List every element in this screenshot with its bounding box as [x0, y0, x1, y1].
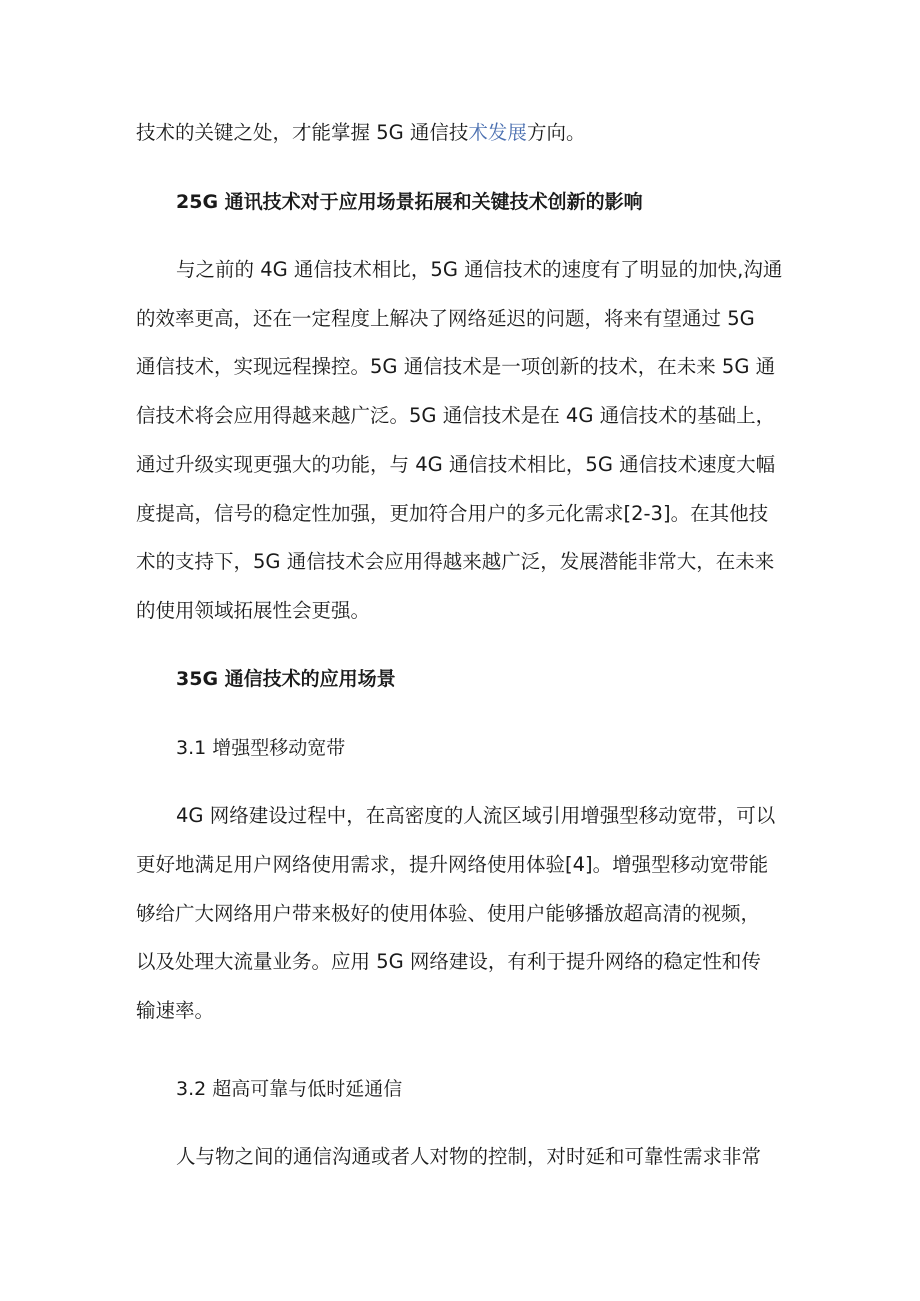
- section-3-heading: 35G 通信技术的应用场景: [176, 668, 396, 690]
- section-2-line-7: 术的支持下，5G 通信技术会应用得越来越广泛，发展潜能非常大，在未来: [136, 550, 775, 573]
- section-2-line-2: 的效率更高，还在一定程度上解决了网络延迟的问题，将来有望通过 5G: [136, 307, 755, 330]
- intro-paragraph-line: [136, 121, 585, 145]
- section-2-line-3: 通信技术，实现远程操控。5G 通信技术是一项创新的技术，在未来 5G 通: [136, 355, 776, 378]
- subsection-3-1-line-1: 4G 网络建设过程中，在高密度的人流区域引用增强型移动宽带，可以: [176, 804, 776, 827]
- section-2-heading: 25G 通讯技术对于应用场景拓展和关键技术创新的影响: [176, 191, 643, 213]
- section-2-line-8: 的使用领域拓展性会更强。: [136, 599, 371, 622]
- subsection-3-1-line-3: 够给广大网络用户带来极好的使用体验、使用户能够播放超高清的视频，: [136, 902, 761, 925]
- subsection-3-2-line-1: 人与物之间的通信沟通或者人对物的控制，对时延和可靠性需求非常: [176, 1145, 762, 1168]
- subsection-3-1-line-5: 输速率。: [136, 999, 215, 1022]
- intro-text-after-link: 方向。: [526, 121, 586, 144]
- subsection-3-1-line-2: 更好地满足用户网络使用需求，提升网络使用体验[4]。增强型移动宽带能: [136, 853, 769, 876]
- subsection-3-1-heading: 3.1 增强型移动宽带: [176, 737, 346, 759]
- section-2-line-1: 与之前的 4G 通信技术相比，5G 通信技术的速度有了明显的加快,沟通: [176, 258, 783, 281]
- section-2-line-6: 度提高，信号的稳定性加强，更加符合用户的多元化需求[2-3]。在其他技: [136, 502, 769, 525]
- inline-link[interactable]: 术发展: [468, 121, 527, 144]
- subsection-3-2-heading: 3.2 超高可靠与低时延通信: [176, 1078, 403, 1100]
- intro-text-before-link: 技术的关键之处，才能掌握 5G 通信技: [136, 121, 469, 144]
- section-2-line-4: 信技术将会应用得越来越广泛。5G 通信技术是在 4G 通信技术的基础上，: [136, 404, 776, 427]
- subsection-3-1-line-4: 以及处理大流量业务。应用 5G 网络建设，有利于提升网络的稳定性和传: [136, 950, 761, 973]
- section-2-line-5: 通过升级实现更强大的功能，与 4G 通信技术相比，5G 通信技术速度大幅: [136, 453, 776, 476]
